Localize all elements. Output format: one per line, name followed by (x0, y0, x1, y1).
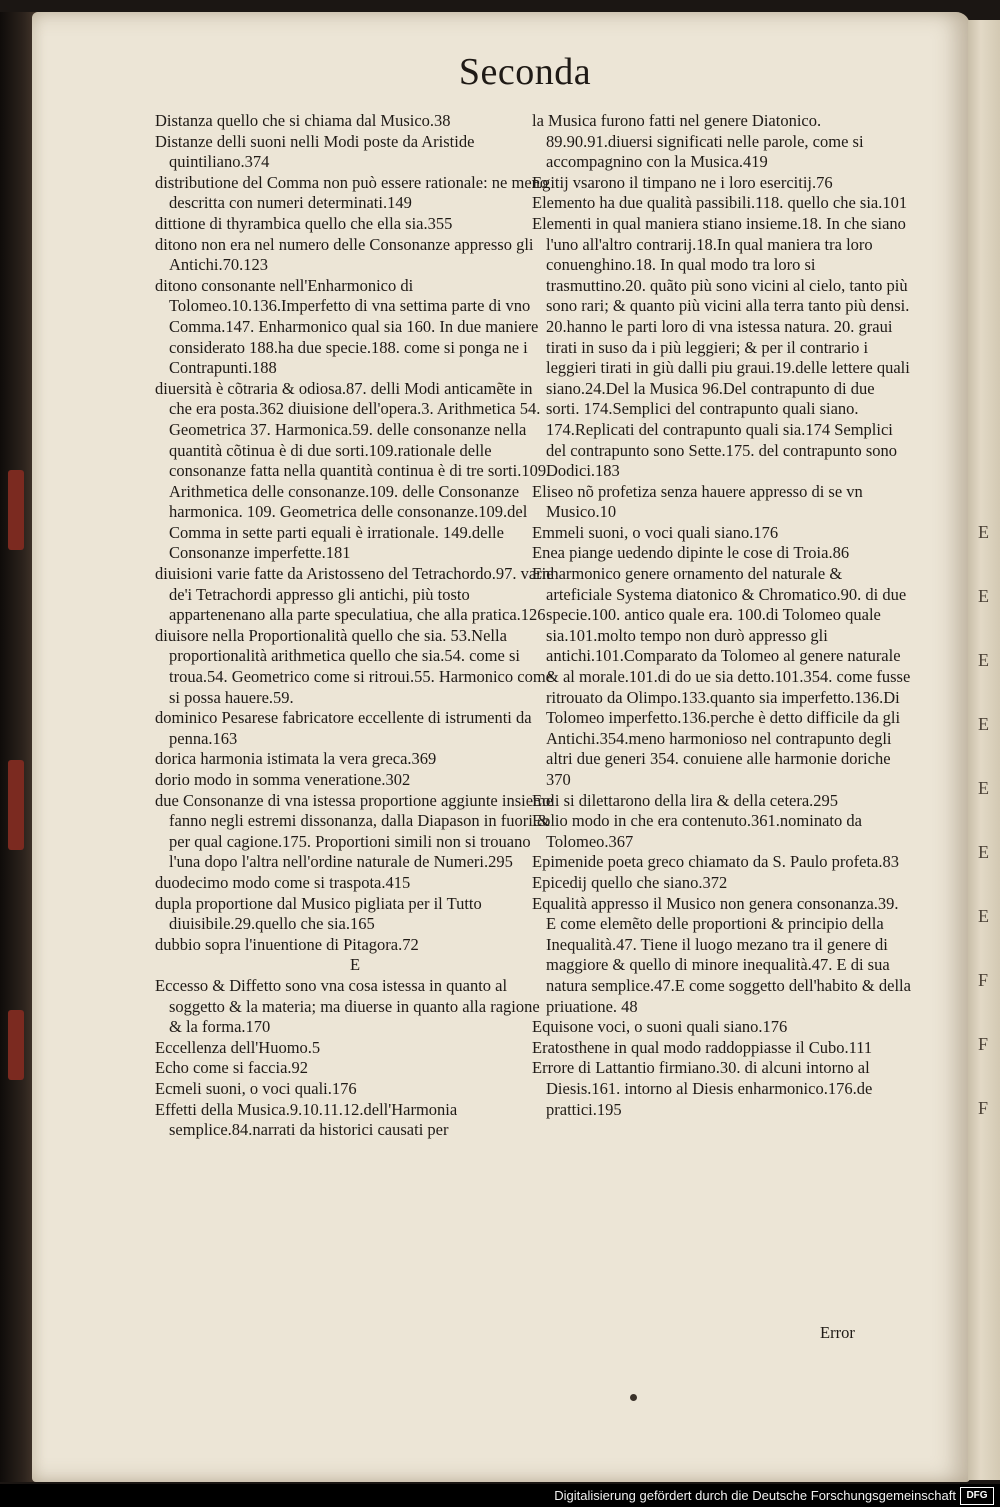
index-entry: Epimenide poeta greco chiamato da S. Paulo profeta.83 (532, 852, 900, 872)
index-entry: distributione del Comma non può essere rationale: ne meno descritta con numeri determinati.149 (155, 172, 549, 213)
index-column-right (532, 111, 912, 1120)
adjacent-letter: E (978, 778, 989, 798)
adjacent-letter: E (978, 842, 989, 862)
index-entry: Eccellenza dell'Huomo.5 (155, 1037, 321, 1057)
adjacent-letter: E (978, 522, 989, 542)
index-entry: Eolio modo in che era contenuto.361.nominato da Tolomeo.367 (532, 811, 862, 851)
page-tab-1 (8, 470, 24, 550)
index-entry: Enea piange uedendo dipinte le cose di Troia.86 (532, 543, 850, 563)
index-entry: diuisore nella Proportionalità quello che sia. 53.Nella proportionalità arithmetica quello che sia.54. come si troua.54. Geometrico come si ritroui.55. Harmonico come si possa hauere.59. (155, 625, 553, 707)
index-entry: dominico Pesarese fabricatore eccellente di istrumenti da penna.163 (155, 708, 532, 748)
index-column-left (155, 111, 555, 1141)
index-entry: Distanza quello che si chiama dal Musico.38 (155, 111, 451, 130)
adjacent-letter: F (978, 1098, 989, 1118)
dfg-logo: DFG (960, 1487, 994, 1505)
index-entry: Equisone voci, o suoni quali siano.176 (532, 1017, 788, 1037)
adjacent-page-letters (978, 500, 998, 1140)
section-letter: E (349, 955, 361, 975)
index-entry: Distanze delli suoni nelli Modi poste da Aristide quintiliano.374 (155, 131, 475, 172)
index-entry: Elementi in qual maniera stiano insieme.18. In che siano l'uno all'altro contrarij.18.In qual maniera tra loro conuenghino.18. In qual modo tra loro si trasmuttino.20. quãto più sono vicini al cielo, tanto più sono rari; & quanto più vicini alla terra tanto più densi. 20.hanno le parti loro di vna istessa natura. 20. graui tirati in suso da i più leggieri; & per il contrario i leggieri tirati in giù dalli piu graui.19.delle lettere quali siano.24.Del la Musica 96.Del contrapunto di due sorti. 174.Semplici del contrapunto quali siano. 174.Replicati del contrapunto quali sia.174 Semplici del contrapunto sono Sette.175. del contrapunto sono Dodici.183 (532, 213, 910, 481)
index-entry: Eccesso & Diffetto sono vna cosa istessa in quanto al soggetto & la materia; ma diuerse in quanto alla ragione & la forma.170 (155, 975, 540, 1037)
adjacent-page-edge (968, 20, 1000, 1480)
index-entry: diuersità è cõtraria & odiosa.87. delli Modi anticamẽte in che era posta.362 diuisione dell'opera.3. Arithmetica 54. Geometrica 37. Harmonica.59. delle consonanze nella quantità cõtinua è di due sorti.109.rationale delle consonanze fatta nella quantità continua è di tre sorti.109. Arithmetica delle consonanze.109. delle Consonanze harmonica. 109. Geometrica delle consonanze.109.del Comma in sette parti equali è irrationale. 149.delle Consonanze imperfette.181 (155, 378, 551, 563)
index-entry: Equalità appresso il Musico non genera consonanza.39. E come elemẽto delle proportioni & principio della Inequalità.47. Tiene il luogo mezano tra il genere di maggiore & quello di minore inequalità.47. E di sua natura semplice.47.E come soggetto dell'habito & della priuatione. 48 (532, 893, 911, 1016)
index-entry: Echo come si faccia.92 (155, 1058, 309, 1078)
adjacent-letter: E (978, 650, 989, 670)
index-entry: duodecimo modo come si traspota.415 (155, 872, 411, 892)
index-entry: due Consonanze di vna istessa proportione aggiunte insieme fanno negli estremi dissonanza, dalla Diapason in fuori.& per qual cagione.175. Proportioni simili non si trouano l'una dopo l'altra nell'ordine naturale de Numeri.295 (155, 790, 554, 872)
digitization-footer (0, 1484, 1000, 1507)
index-entry: Eratosthene in qual modo raddoppiasse il Cubo.111 (532, 1037, 873, 1057)
footer-credit: Digitalisierung gefördert durch die Deutsche Forschungsgemeinschaft (554, 1488, 956, 1503)
index-entry: Errore di Lattantio firmiano.30. di alcuni intorno al Diesis.161. intorno al Diesis enharmonico.176.de prattici.195 (532, 1058, 873, 1119)
index-entry: dubbio sopra l'inuentione di Pitagora.72 (155, 934, 419, 954)
index-entry: Ecmeli suoni, o voci quali.176 (155, 1078, 357, 1098)
page-tab-2 (8, 760, 24, 850)
adjacent-letter: E (978, 714, 989, 734)
index-entry: Eliseo nõ profetiza senza hauere appresso di se vn Musico.10 (532, 481, 863, 522)
index-entry: Epicedij quello che siano.372 (532, 872, 728, 892)
index-entry: Effetti della Musica.9.10.11.12.dell'Harmonia semplice.84.narrati da historici causati per (155, 1099, 458, 1140)
adjacent-letter: F (978, 970, 989, 990)
index-entry: dorio modo in somma veneratione.302 (155, 770, 411, 789)
index-entry: Elemento ha due qualità passibili.118. quello che sia.101 (532, 193, 908, 213)
index-entry: la Musica furono fatti nel genere Diatonico. 89.90.91.diuersi significati nelle parole, come si accompagnino con la Musica.419 (532, 111, 864, 172)
index-entry: Emmeli suoni, o voci quali siano.176 (532, 522, 779, 542)
adjacent-letter: E (978, 586, 989, 606)
adjacent-letter: E (978, 906, 989, 926)
index-entry: ditono non era nel numero delle Consonanze appresso gli Antichi.70.123 (155, 234, 534, 275)
page-tab-3 (8, 1010, 24, 1080)
page-mark-dot (630, 1394, 637, 1401)
page-heading: Seconda (458, 51, 592, 93)
index-entry: dittione di thyrambica quello che ella sia.355 (155, 213, 453, 233)
catchword: Error (820, 1323, 855, 1342)
index-entry: dupla proportione dal Musico pigliata per il Tutto diuisibile.29.quello che sia.165 (155, 893, 482, 934)
index-entry: Egitij vsarono il timpano ne i loro esercitij.76 (532, 172, 833, 192)
index-entry: dorica harmonia istimata la vera greca.369 (155, 749, 437, 769)
index-entry: diuisioni varie fatte da Aristosseno del Tetrachordo.97. varie de'i Tetrachordi appresso gli antichi, più tosto appartenenano alla parte speculatiua, che alla pratica.126 (155, 564, 554, 625)
adjacent-letter: F (978, 1034, 989, 1054)
index-entry: ditono consonante nell'Enharmonico di Tolomeo.10.136.Imperfetto di vna settima parte di vno Comma.147. Enharmonico qual sia 160. In due maniere considerato 188.ha due specie.188. come si ponga ne i Contrapunti.188 (155, 275, 539, 378)
index-entry: Enharmonico genere ornamento del naturale & arteficiale Systema diatonico & Chromatico.90. di due specie.100. antico quale era. 100.di Tolomeo quale sia.101.molto tempo non durò appresso gli antichi.101.Comparato da Tolomeo al genere naturale & al morale.101.di do ue sia detto.101.354. come fusse ritrouato da Olimpo.133.quanto sia imperfetto.136.Di Tolomeo imperfetto.136.perche è detto difficile da gli Antichi.354.meno harmonioso nel contrapunto degli altri due generi 354. conuiene alle harmonie doriche 370 (532, 564, 911, 789)
index-entry: Eoli si dilettarono della lira & della cetera.295 (532, 790, 839, 810)
